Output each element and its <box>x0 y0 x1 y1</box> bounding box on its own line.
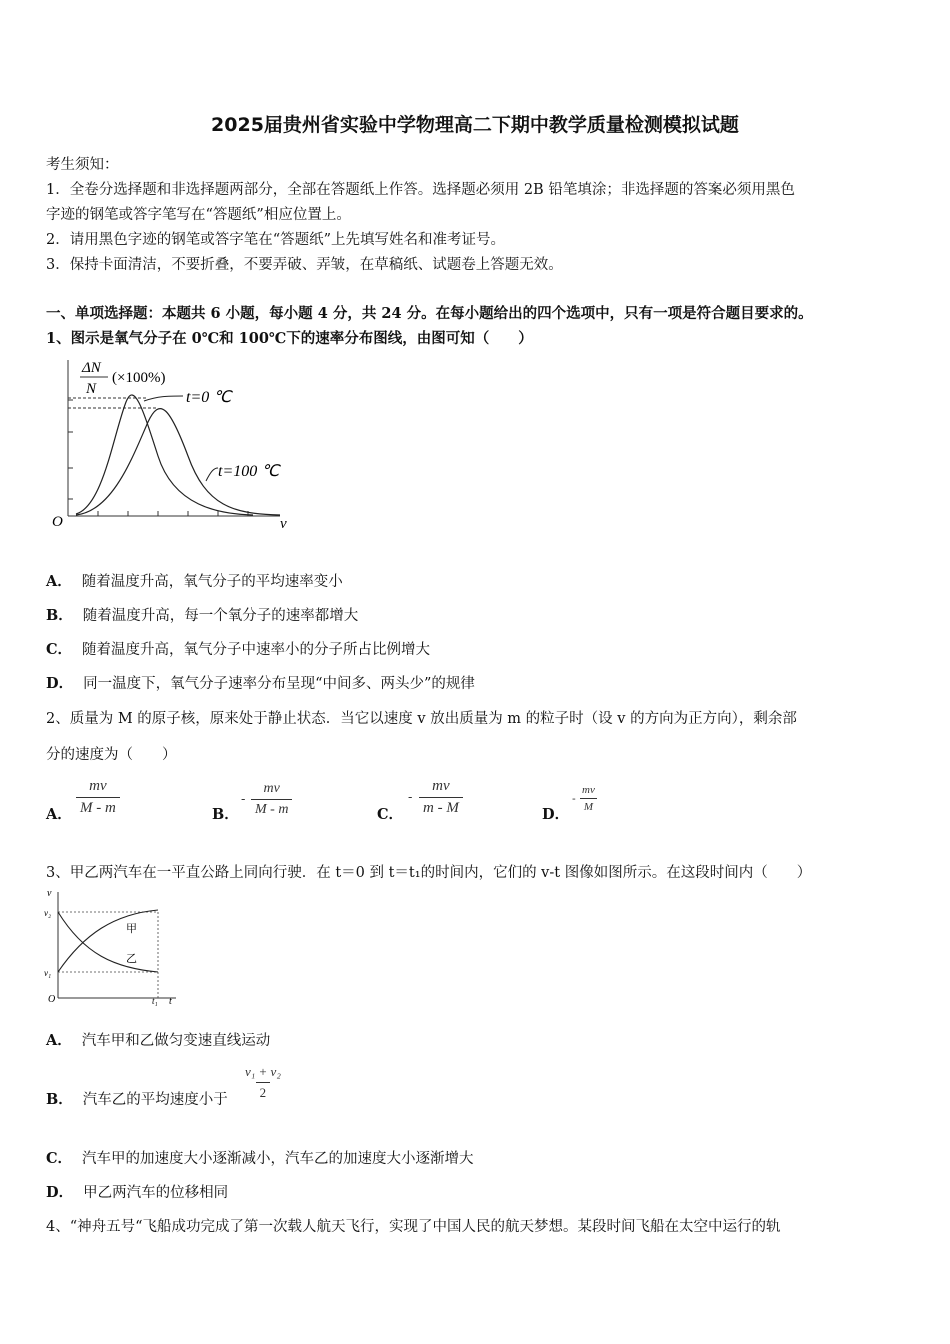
q3-stem: 3、甲乙两汽车在一平直公路上同向行驶．在 t＝0 到 t＝t₁的时间内，它们的 v-t 图像如图所示。在这段时间内（ ） <box>46 865 812 881</box>
notice-line-1a: 1．全卷分选择题和非选择题两部分，全部在答题纸上作答。选择题必须用 2B 铅笔填涂；非选择题的答案必须用黑色 <box>46 182 795 198</box>
q3-label-yi: 乙 <box>126 953 137 965</box>
q3-v1-label: v₁ <box>44 968 52 978</box>
q1-ylabel-unit: (×100%) <box>112 370 166 386</box>
q1-xlabel: v <box>280 516 287 532</box>
q1-option-a[interactable] <box>46 570 343 591</box>
page-title: 2025届贵州省实验中学物理高二下期中教学质量检测模拟试题 <box>211 114 739 136</box>
q1-origin: O <box>52 514 63 530</box>
q1-option-b[interactable] <box>46 604 358 625</box>
q1-label-100c: t=100 ℃ <box>218 463 280 480</box>
q1-leader-0c <box>144 396 183 401</box>
q2-option-b-fraction[interactable] <box>251 781 292 818</box>
q3-label-jia: 甲 <box>126 923 137 935</box>
q3-option-a-text: 汽车甲和乙做匀变速直线运动 <box>81 1033 271 1049</box>
q1-option-d[interactable] <box>46 672 475 693</box>
q1-option-c-label: C． <box>46 641 73 658</box>
q1-speed-distribution-graph <box>48 356 298 534</box>
q2-option-c-label[interactable]: C． <box>377 806 404 823</box>
q2-option-d-fraction[interactable] <box>578 784 599 813</box>
q2-option-c-den: m - M <box>419 797 463 817</box>
q3-option-a[interactable] <box>46 1029 270 1050</box>
q3-option-b-text: 汽车乙的平均速度小于 <box>82 1092 228 1108</box>
q2-stem-line-1: 2、质量为 M 的原子核，原来处于静止状态．当它以速度 v 放出质量为 m 的粒子时（设 v 的方向为正方向），剩余部 <box>46 711 797 727</box>
q3-v2-label: v₂ <box>44 908 52 918</box>
q1-curve-100c <box>76 409 280 515</box>
q2-option-a-den: M - m <box>76 797 120 817</box>
q1-ylabel-num: ΔN <box>82 360 101 376</box>
q3-option-d-text: 甲乙两汽车的位移相同 <box>83 1185 229 1201</box>
q3-yaxis-label: v <box>47 888 52 899</box>
q3-option-b[interactable] <box>46 1088 228 1109</box>
notice-line-1b: 字迹的钢笔或答字笔写在“答题纸”相应位置上。 <box>46 207 351 223</box>
q3-option-b-frac-den: 2 <box>256 1082 271 1101</box>
q2-option-d-den: M <box>580 798 597 813</box>
q4-stem: 4、“神舟五号“飞船成功完成了第一次载人航天飞行，实现了中国人民的航天梦想。某段时间飞船在太空中运行的轨 <box>46 1219 781 1235</box>
q1-option-a-text: 随着温度升高，氧气分子的平均速率变小 <box>81 574 343 590</box>
q2-option-d-label[interactable]: D． <box>542 806 570 823</box>
notice-line-3: 3．保持卡面清洁，不要折叠，不要弄破、弄皱，在草稿纸、试题卷上答题无效。 <box>46 257 563 273</box>
q3-option-b-label: B． <box>46 1091 73 1108</box>
q1-option-b-label: B． <box>46 607 73 624</box>
q2-option-b-num: mv <box>263 781 280 796</box>
q2-option-c-num: mv <box>432 778 450 794</box>
notice-heading: 考生须知： <box>46 157 119 173</box>
q3-option-c-label: C． <box>46 1150 73 1167</box>
q3-option-a-label: A． <box>46 1032 72 1049</box>
q3-option-d[interactable] <box>46 1181 228 1202</box>
q3-option-b-fraction <box>241 1064 285 1101</box>
q2-option-c-fraction[interactable] <box>419 778 463 817</box>
q1-option-b-text: 随着温度升高，每一个氧分子的速率都增大 <box>82 608 359 624</box>
q1-ylabel-den: N <box>86 381 97 397</box>
q2-option-d-sign: - <box>572 792 576 805</box>
q2-option-c-sign: - <box>408 790 413 805</box>
q3-xaxis-label: t <box>169 996 172 1007</box>
q2-option-b-sign: - <box>241 792 246 807</box>
q3-origin: O <box>48 994 56 1005</box>
q3-curve-yi <box>58 912 158 972</box>
q2-option-a-label[interactable]: A． <box>46 806 72 823</box>
q3-option-b-frac-num: v₁ + v₂ <box>245 1064 281 1079</box>
q1-option-c-text: 随着温度升高，氧气分子中速率小的分子所占比例增大 <box>82 642 431 658</box>
q1-curve-0c <box>76 395 253 515</box>
notice-line-2: 2．请用黑色字迹的钢笔或答字笔在“答题纸”上先填写姓名和准考证号。 <box>46 232 506 248</box>
q3-t1-label: t₁ <box>152 996 158 1006</box>
q1-leader-100c <box>206 468 218 481</box>
q3-option-c-text: 汽车甲的加速度大小逐渐减小，汽车乙的加速度大小逐渐增大 <box>82 1151 474 1167</box>
q2-option-a-num: mv <box>89 778 107 794</box>
q2-option-a-fraction[interactable] <box>76 778 120 817</box>
q3-vt-graph <box>44 884 184 1008</box>
q1-option-a-label: A． <box>46 573 72 590</box>
q3-option-c[interactable] <box>46 1147 474 1168</box>
q3-curve-jia <box>58 910 158 972</box>
q1-option-d-text: 同一温度下，氧气分子速率分布呈现“中间多、两头少”的规律 <box>83 676 475 692</box>
q2-option-b-label[interactable]: B． <box>212 806 239 823</box>
q1-label-0c: t=0 ℃ <box>186 389 232 406</box>
q1-stem: 1、图示是氧气分子在 0℃和 100℃下的速率分布图线，由图可知（ ） <box>46 330 533 347</box>
section-heading: 一、单项选择题：本题共 6 小题，每小题 4 分，共 24 分。在每小题给出的四个选项中，只有一项是符合题目要求的。 <box>46 305 813 322</box>
q3-option-d-label: D． <box>46 1184 74 1201</box>
q1-option-c[interactable] <box>46 638 430 659</box>
q2-option-d-num: mv <box>582 784 595 796</box>
q2-option-b-den: M - m <box>251 799 292 818</box>
q2-stem-line-2: 分的速度为（ ） <box>46 747 177 763</box>
q1-option-d-label: D． <box>46 675 74 692</box>
